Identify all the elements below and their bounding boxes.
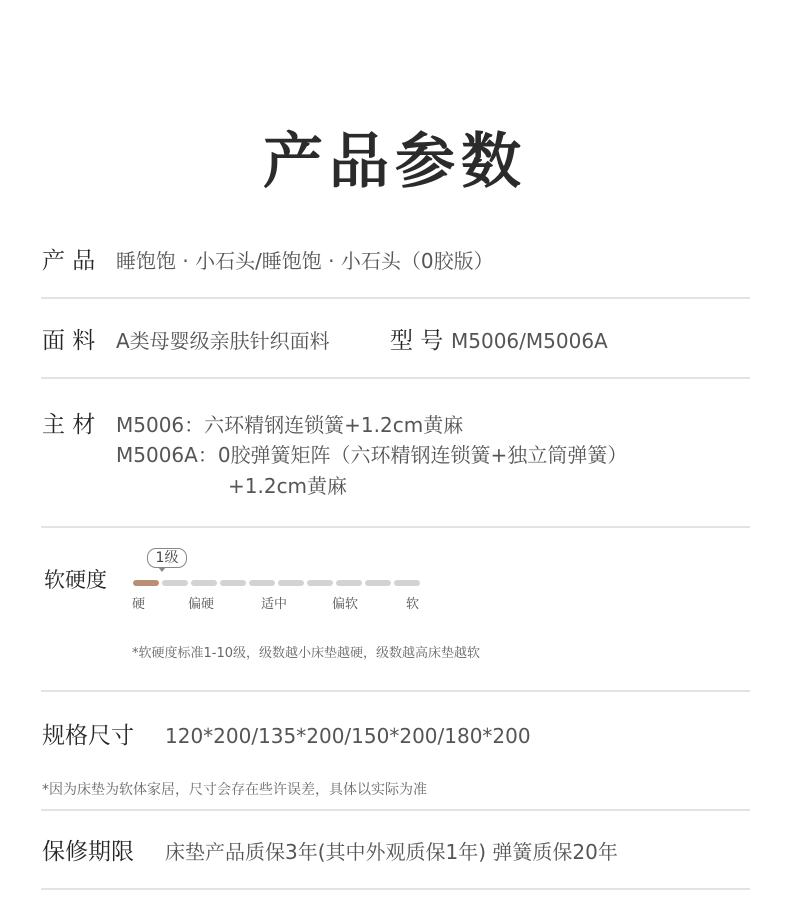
material-line-2: M5006A：0胶弹簧矩阵（六环精钢连锁簧+独立筒弹簧）	[116, 443, 628, 467]
model-value: M5006/M5006A	[451, 329, 608, 353]
hardness-scale-segment	[191, 580, 217, 586]
tick-slightly-soft: 偏软	[332, 597, 359, 612]
hardness-scale-segment	[394, 580, 420, 586]
material-line-1: M5006：六环精钢连锁簧+1.2cm黄麻	[116, 413, 464, 437]
product-value: 睡饱饱 · 小石头/睡饱饱 · 小石头（0胶版）	[116, 249, 494, 273]
divider	[41, 297, 750, 299]
divider	[41, 690, 750, 692]
model-label: 型 号	[390, 328, 444, 354]
hardness-scale-segment	[365, 580, 391, 586]
material-label: 主 材	[42, 412, 96, 438]
size-note: *因为床垫为软体家居，尺寸会存在些许误差，具体以实际为准	[42, 782, 427, 798]
tick-slightly-hard: 偏硬	[188, 597, 215, 612]
divider	[41, 809, 750, 811]
hardness-scale-segment	[220, 580, 246, 586]
page-title: 产品参数	[263, 127, 527, 197]
divider	[41, 888, 750, 890]
hardness-label: 软硬度	[44, 568, 107, 592]
warranty-value: 床垫产品质保3年(其中外观质保1年) 弹簧质保20年	[165, 840, 618, 864]
divider	[41, 526, 750, 528]
hardness-scale-segment	[336, 580, 362, 586]
fabric-label: 面 料	[42, 328, 96, 354]
hardness-scale-segment	[133, 580, 159, 586]
fabric-value: A类母婴级亲肤针织面料	[116, 329, 330, 353]
warranty-label: 保修期限	[42, 839, 134, 865]
tick-soft: 软	[406, 597, 420, 612]
hardness-scale-segment	[307, 580, 333, 586]
tick-hard: 硬	[132, 597, 146, 612]
hardness-note: *软硬度标准1-10级，级数越小床垫越硬，级数越高床垫越软	[132, 646, 481, 661]
divider	[41, 377, 750, 379]
size-label: 规格尺寸	[42, 723, 134, 749]
product-label: 产 品	[42, 248, 96, 274]
hardness-scale-segment	[278, 580, 304, 586]
badge-pointer	[158, 567, 166, 572]
material-line-3: +1.2cm黄麻	[228, 474, 348, 498]
size-value: 120*200/135*200/150*200/180*200	[165, 724, 531, 748]
hardness-level-badge: 1级	[147, 548, 187, 568]
hardness-scale-segment	[162, 580, 188, 586]
tick-medium: 适中	[261, 597, 288, 612]
hardness-scale-segment	[249, 580, 275, 586]
